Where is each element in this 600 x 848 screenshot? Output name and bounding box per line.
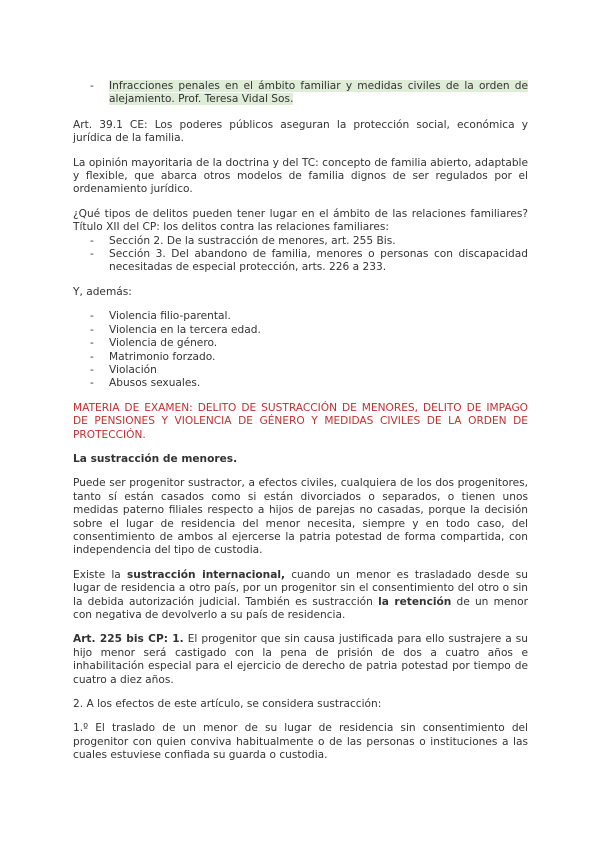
list-item: - Violación: [73, 364, 528, 377]
list-item: - Matrimonio forzado.: [73, 351, 528, 364]
paragraph-doctrina: La opinión mayoritaria de la doctrina y del TC: concepto de familia abierto, adaptable y flexible, que abarca otros modelos de familia dignos de ser regulados por el ordenamiento jurídico.: [73, 156, 528, 196]
exam-note: MATERIA DE EXAMEN: DELITO DE SUSTRACCIÓN DE MENORES, DELITO DE IMPAGO DE PENSIONES Y VIOLENCIA DE GÉNERO Y MEDIDAS CIVILES DE LA ORDEN DE PROTECCIÓN.: [73, 401, 528, 441]
bold-term-sustraccion: sustracción internacional,: [126, 568, 286, 581]
bold-article-ref: Art. 225 bis CP: 1.: [73, 633, 184, 646]
list-item: - Abusos sexuales.: [73, 377, 528, 390]
paragraph-traslado: 1.º El traslado de un menor de su lugar de residencia sin consentimiento del progenitor con quien conviva habitualmente o de las personas o instituciones a las cuales estuviese confiada su guarda o custodia.: [73, 722, 528, 762]
paragraph-art-225: [73, 633, 528, 687]
paragraph-question: ¿Qué tipos de delitos pueden tener lugar en el ámbito de las relaciones familiares? Título XII del CP: los delitos contra las relaciones familiares:: [73, 207, 528, 234]
extras-list: [73, 310, 528, 390]
section-heading: La sustracción de menores.: [73, 452, 238, 465]
paragraph-art-39: Art. 39.1 CE: Los poderes públicos aseguran la protección social, económica y jurídica de la familia.: [73, 118, 528, 145]
sections-list: [73, 235, 528, 275]
paragraph-efectos: 2. A los efectos de este artículo, se considera sustracción:: [73, 698, 382, 711]
paragraph-progenitor: Puede ser progenitor sustractor, a efectos civiles, cualquiera de los dos progenitores, tanto sí están casados como si están divorciados o separados, o tienen unos medidas paterno filiales respecto a hijos de parejas no casadas, porque la decisión sobre el lugar de residencia del menor necesita, siempre y en todo caso, del consentimiento de ambos al ejercerse la patria potestad de forma compartida, con independencia del tipo de custodia.: [73, 477, 528, 557]
text-run: El progenitor que sin causa justificada para ello sustrajere a su hijo menor será castigado con la pena de prisión de dos a cuatro años e inhabilitación especial para el ejercicio de derecho de patria potestad por tiempo de cuatro a diez años.: [73, 633, 528, 686]
paragraph-ademas: Y, además:: [73, 285, 132, 298]
title-list: [73, 80, 528, 107]
text-run: cuando un menor es trasladado desde su lugar de residencia a otro país, por un progenitor sin el consentimiento del otro o sin la debida autorización judicial. También es sustracción: [73, 568, 528, 608]
paragraph-internacional: [73, 569, 528, 623]
list-item: - Violencia de género.: [73, 337, 528, 350]
list-item: - Violencia filio-parental.: [73, 310, 528, 323]
list-item: - Violencia en la tercera edad.: [73, 324, 528, 337]
list-item: - Sección 3. Del abandono de familia, menores o personas con discapacidad necesitadas de especial protección, arts. 226 a 233.: [73, 248, 528, 275]
title-list-item: [73, 80, 528, 107]
bold-term-retencion: la retención: [378, 595, 452, 608]
text-run: de un menor con negativa de devolverlo a su país de residencia.: [73, 595, 528, 621]
list-item: - Sección 2. De la sustracción de menores, art. 255 Bis.: [73, 235, 528, 248]
highlighted-title: Infracciones penales en el ámbito familiar y medidas civiles de la orden de alejamiento. Prof. Teresa Vidal Sos.: [109, 80, 528, 106]
text-run: Existe la: [73, 568, 127, 581]
